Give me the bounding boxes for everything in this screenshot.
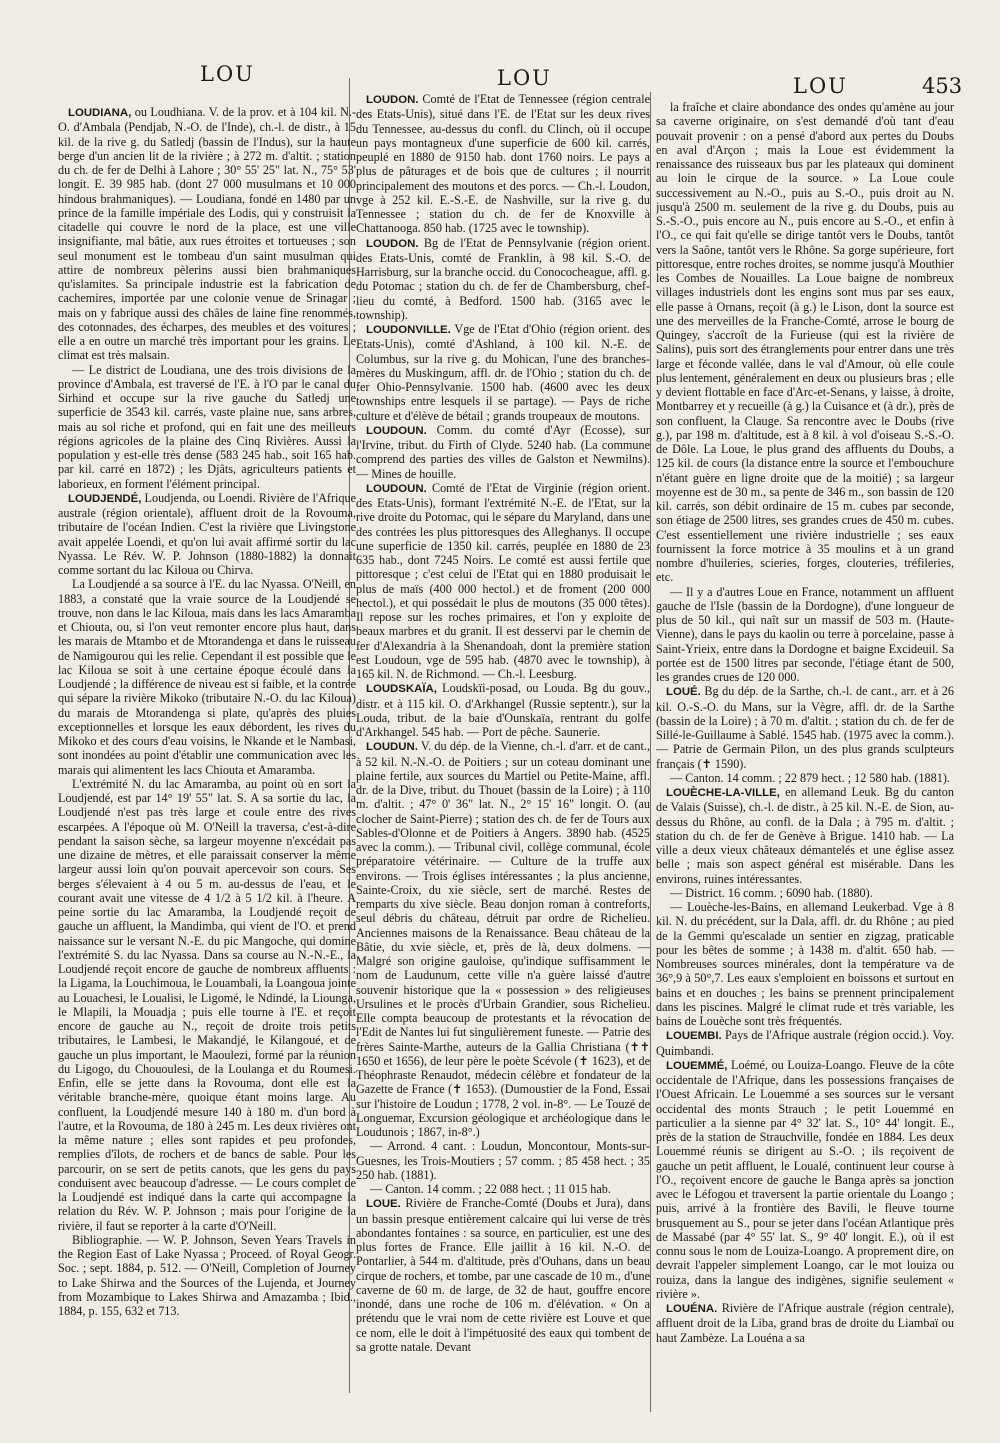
entry-text: — Canton. 14 comm. ; 22 088 hect. ; 11 015 hab. <box>370 1182 611 1196</box>
entry-text: la fraîche et claire abondance des ondes qu'amène au jour sa caverne originaire, on s'est demandé d'où tant d'eau pouvait provenir : on a pensé d'abord aux pertes du Doubs en aval d'Arçon ; mais la Loue est évidemment la renaissance des ruisseaux bus par les plateaux qui dominent au loin le cirque de la source. » La Loue coule successivement au N.-O., puis au S.-O., puis droit au N. jusqu'à 2500 m. seulement de la rive g. du Doubs, puis au S.-S.-O., puis encore au N., puis encore au S.-O., et enfin à l'O., ce qui fait qu'elle se dirige tantôt vers le Doubs, tantôt vers la Saône, tantôt vers le Rhône. Sa gorge supérieure, fort pittoresque, entre roches droites, se nomme jusqu'à Mouthier les Combes de Nouailles. La Loue baigne de nombreux villages industriels dont les engins sont mus par ses eaux, elle passe à Ornans, reçoit (à g.) le Lison, dont la source est une des merveilles de la Franche-Comté, arrose le bourg de Quingey, s'accroît de la Furieuse (qui est la rivière de Salins), puis sort des étranglements pour entrer dans une très large et féconde vallée, dans le val d'Amour, où elle coule plus lentement, généralement en deux ou plusieurs bras ; elle y devient flottable en face d'Arc-et-Senans, y laisse, à droite, Montbarrey et y recueille (à g.) la Cuisance et (à dr.), près de son confluent, la Clauge. Sa rencontre avec le Doubs (rive g.), par 198 m. d'altitude, est à 8 kil. à vol d'oiseau S.-S.-O. de Dôle. La Loue, le plus grand des affluents du Doubs, a 125 kil. de cours (la distance entre la source et l'embouchure n'étant guère en ligne droite que de la moitié) ; sa largeur moyenne est de 30 m., sa pente de 346 m., son bassin de 120 kil. carrés, son débit ordinaire de 15 m. cubes par seconde, son étiage de 2500 litres, ses grandes crues de 450 m. cubes. C'est essentiellement une rivière industrielle ; ses eaux fournissent la force motrice à 35 moulins et à un grand nombre d'huileries, scieries, forges, clouteries, tréfileries, etc. <box>656 100 954 585</box>
entry-headword: LOUDJENDÉ, <box>68 492 142 505</box>
dictionary-entry <box>656 684 954 771</box>
dictionary-entry <box>58 777 356 1233</box>
dictionary-entry <box>656 1058 954 1301</box>
entry-headword: LOUÉNA. <box>666 1303 718 1315</box>
entry-text: — District. 16 comm. ; 6090 hab. (1880). <box>670 885 873 900</box>
header-left: LOU <box>200 62 255 86</box>
entry-text: Bg de l'Etat de Pennsylvanie (région orient. des Etats-Unis, comté de Franklin, à 98 kil. S.-O. de Harrisburg, sur la branche occid. du Conococheague, affl. g. du Potomac ; station du ch. de fer de Chambersburg, chef-lieu du comté, à Bedford. 1500 hab. (3165 avec le township). <box>356 235 650 322</box>
header-center: LOU <box>497 66 552 90</box>
dictionary-entry <box>656 785 954 886</box>
dictionary-entry <box>656 886 954 900</box>
entry-text: Vge de l'Etat d'Ohio (région orient. des Etats-Unis), comté d'Ashland, à 100 kil. N.-E. de Columbus, sur la rive g. du Mohican, l'une des branches-mères du Muskingum, affl. dr. de l'Ohio ; station du ch. de fer Ohio-Pennsylvanie. 1500 hab. (4600 avec les deux townships entre lesquels il se partage). — Pays de riche culture et d'élève de bétail ; grands troupeaux de moutons. <box>356 322 650 423</box>
entry-text: Loudjenda, ou Loendi. Rivière de l'Afrique australe (région orientale), affluent droit de la Rovouma, tributaire de l'océan Indien. C'est la rivière que Livingstone avait appelée Loendi, et qu'on lui avait affirmé sortir du lac Nyassa. Le Rév. W. P. Johnson (1880-1882) la donnait comme sortant du lac Kiloua ou Chirva. <box>58 490 356 577</box>
dictionary-entry <box>356 1182 650 1196</box>
entry-text: Loudskïi-posad, ou Louda. Bg du gouv., distr. et à 115 kil. O. d'Arkhangel (Russie septentr.), sur la Louda, tribut. de la baie d'Ounskaïa, rentrant du golfe d'Arkhangel. 545 hab. — Port de pêche. Saunerie. <box>356 681 650 739</box>
entry-headword: LOUDOUN. <box>366 424 427 437</box>
header-right: LOU <box>793 74 848 98</box>
dictionary-entry <box>58 491 356 578</box>
entry-text: ou Loudhiana. V. de la prov. et à 104 kil. N.-O. d'Ambala (Pendjab, N.-O. de l'Inde), ch.-l. de distr., à 15 kil. de la rive g. du Satledj (bassin de l'Indus), sur la haute berge d'un ancien lit de la rivière ; à 272 m. d'altit. ; station du ch. de fer de Delhi à Lahore ; 30° 55' 25" lat. N., 75° 53' longit. E. 39 985 hab. (dont 27 000 musulmans et 10 000 hindous brahmaniques). — Loudiana, fondé en 1480 par un prince de la famille impériale des Lodis, qui y construisit la citadelle qui couvre le nord de la place, est une ville insignifiante, mal bâtie, aux rues étroites et tortueuses ; son seul monument est le tombeau d'un saint musulman qui attire de nombreux pèlerins aussi bien brahmaniques qu'islamites. Sa principale industrie est la fabrication de cachemires, importée par une colonie venue de Srinagar ; mais on y fabrique aussi des châles de laine fine renommés, des cotonnades, des écharpes, des meubles et des voitures ; elle a en outre un marché très important pour les grains. Le climat est très malsain. <box>58 105 356 363</box>
entry-text: Pays de l'Afrique australe (région occid.). Voy. Quimbandi. <box>656 1028 954 1058</box>
entry-text: Loémé, ou Louiza-Loango. Fleuve de la côte occidentale de l'Afrique, dans les possessions françaises de l'Ouest Africain. Le Louemmé a ses sources sur le versant occidental des monts Strauch ; le petit Louemmé en particulier a la sienne par 4° 32' lat. S., 10° 44' longit. E., près de la station de Strauchville, fondée en 1884. Les deux Louemmé réunis se dirigent au S.-O. ; ils reçoivent de gauche un petit affluent, le Loualé, continuent leur course à l'O., reçoivent encore de gauche le Banga après sa jonction avec le Léfogou et traversent la partie orientale du Loango ; puis, arrivé à la frontière des Bavili, le fleuve tourne brusquement au S., pour se jeter dans l'océan Atlantique près de Massabé (par 4° 55' lat. S., 9° 40' longit. E.), où il est connu sous le nom de Louiza-Loango. A proprement dire, on devrait l'appeler simplement Loango, car le mot louiza ou rouiza, dans la langue des indigènes, signifie seulement « rivière ». <box>656 1057 954 1301</box>
dictionary-entry <box>656 100 954 585</box>
dictionary-entry <box>356 481 650 682</box>
dictionary-entry <box>656 900 954 1028</box>
entry-text: Comté de l'Etat de Virginie (région orient. des Etats-Unis), formant l'extrémité N.-E. de l'Etat, sur la rive droite du Potomac, qui le sépare du Maryland, dans une des contrées les plus pittoresques des Alleghanys. Il occupe une superficie de 1350 kil. carrés, peuplée en 1880 de 23 635 hab., dont 7245 Noirs. Le comté est aussi fertile que pittoresque ; c'est celui de l'Etat qui en 1880 produisait le plus de maïs (400 000 hectol.) et de froment (200 000 hectol.), et qui possédait le plus de moutons (35 000 têtes). Il repose sur les roches primaires, et l'on y exploite de beaux marbres et du granit. Il est desservi par le chemin de fer d'Alexandria à la Shenandoah, dont la première station est Loudoun, vge de 595 hab. (4870 avec le township), à 165 kil. N. de Richmond. — Ch.-l. Leesburg. <box>356 480 650 681</box>
entry-headword: LOUDOUN. <box>366 482 427 495</box>
entry-text: Comm. du comté d'Ayr (Ecosse), sur l'Irvine, tribut. du Firth of Clyde. 5240 hab. (La commune comprend des parties des villes de Galston et Newmilns). — Mines de houille. <box>356 422 650 481</box>
entry-headword: LOUEMMÉ, <box>666 1059 728 1072</box>
entry-text: La Loudjendé a sa source à l'E. du lac Nyassa. O'Neill, en 1883, a constaté que la vraie source de la Loudjendé se trouve, non dans le lac Kiloua, mais dans les lacs Amaramba et Chiouta, ou, si l'on veut remonter encore plus haut, dans les marais de Mtambo et de Mtorandenga et dans le ruisseau de Namigourou qui les relie. Cependant il est possible que le lac Kiloua se soit à une certaine époque écoulé dans la Loudjendé ; la différence de niveau est si faible, et la contrée qui sépare la rivière Mikoko (tributaire N.-O. du lac Kiloua) du marais de Mtorandenga si plate, qu'après des pluies exceptionnelles et lorsque les eaux débordent, les rives du Mikoko et des cours d'eau voisins, le Nkande et le Nambasi, sont inondées au point d'établir une communication avec les marais qui alimentent les lacs Chiouta et Amaramba. <box>58 577 356 777</box>
dictionary-entry <box>656 771 954 785</box>
entry-headword: LOUEMBI. <box>666 1030 722 1043</box>
text-column-2 <box>356 92 650 1412</box>
entry-headword: LOUDSKAÏA, <box>366 683 437 696</box>
column-divider <box>650 92 651 1412</box>
text-column-3 <box>656 100 954 1420</box>
entry-headword: LOUDIANA, <box>68 107 132 119</box>
entry-text: Comté de l'Etat de Tennessee (région centrale des Etats-Unis), situé dans l'E. de l'Etat sur les deux rives du Tennessee, au-dessus du confl. du Clinch, où il occupe un pays montagneux d'une superficie de 600 kil. carrés, peuplé en 1880 de 9150 hab. dont 1760 noirs. Le pays a plus de pâturages et de bois que de cultures ; il nourrit principalement des moutons et des porcs. — Ch.-l. Loudon, vge à 252 kil. E.-S.-E. de Nashville, sur la rive g. du Tennessee ; station du ch. de fer de Knoxville à Chattanooga. 850 hab. (1725 avec le township). <box>356 92 650 236</box>
entry-headword: LOUDUN. <box>366 741 418 754</box>
entry-headword: LOUÈCHE-LA-VILLE, <box>666 787 780 799</box>
dictionary-entry <box>656 585 954 685</box>
entry-text: — Arrond. 4 cant. : Loudun, Moncontour, Monts-sur-Guesnes, les Trois-Moutiers ; 57 comm. ; 85 458 hect. ; 35 250 hab. (1881). <box>356 1139 650 1182</box>
dictionary-entry <box>58 577 356 777</box>
entry-headword: LOUDON. <box>366 237 419 250</box>
text-column-1 <box>58 105 356 1425</box>
entry-text: V. du dép. de la Vienne, ch.-l. d'arr. et de cant., à 52 kil. N.-N.-O. de Poitiers ; sur un coteau dominant une plaine fertile, aux sources du Martiel ou Petite-Maine, affl. dr. de la Dive, tribut. du Thouet (bassin de la Loire) ; à 110 m. d'altit. ; 47° 0' 36" lat. N., 2° 15' 16" longit. O. (au clocher de Saint-Pierre) ; station des ch. de fer de Tours aux Sables-d'Olonne et de Poitiers à Angers. 3890 hab. (4525 avec la comm.). — Tribunal civil, collège communal, école préparatoire vétérinaire. — Culture de la truffe aux environs. — Trois églises intéressantes ; la plus ancienne, Sainte-Croix, du xie siècle, sert de marché. Restes de remparts du xive siècle. Beau donjon roman à contreforts, seul débris du château, détruit par ordre de Richelieu. Anciennes maisons de la Renaissance. Beau château de la Bâtie, du xvie siècle, et, près de là, deux dolmens. — Malgré son origine gauloise, qu'indique suffisamment le nom de Laudunum, cette ville n'a guère laissé d'autre souvenir historique que la « possession » des religieuses Ursulines et le procès d'Urbain Grandier, sous Richelieu. Elle compta beaucoup de protestants et la révocation de l'Edit de Nantes lui fut singulièrement funeste. — Patrie des frères Sainte-Marthe, auteurs de la Gallia Christiana (✝✝ 1650 et 1656), de leur père le poète Scévole (✝ 1623), et de Théophraste Renaudot, médecin célèbre et fondateur de la Gazette de France (✝ 1653). (Dumoustier de la Fond, Essai sur l'histoire de Loudun ; 1778, 2 vol. in-8°. — Le Touzé de Longuemar, Excursion géologique et archéologique dans le Loudunois ; 1867, in-8°.) <box>356 739 650 1139</box>
dictionary-entry <box>356 423 650 481</box>
entry-text: Bibliographie. — W. P. Johnson, Seven Years Travels in the Region East of Lake Nyassa ; Proceed. of Royal Geogr. Soc. ; sept. 1884, p. 512. — O'Neill, Completion of Journey to Lake Shirwa and the Sources of the Lujenda, et Journey from Mozambique to Lakes Shirwa and Amazamba ; Ibid., 1884, p. 155, 632 et 713. <box>58 1232 356 1318</box>
entry-text: Rivière de Franche-Comté (Doubs et Jura), dans un bassin presque entièrement calcaire qui lui verse de très abondantes fontaines : sa source, en particulier, est une des plus fortes de France. Elle jaillit à 16 kil. N.-O. de Pontarlier, à 544 m. d'altitude, près d'Ouhans, dans un beau cirque de rochers, et tombe, par une cascade de 10 m., d'une caverne de 60 m. de large, de 32 de haut, gouffre encore inondé, dans une roche de 106 m. d'élévation. « On a prétendu que le vrai nom de cette rivière est Louve et que ce nom, elle le doit à l'impétuosité des eaux qui tombent de sa grotte natale. Devant <box>356 1196 650 1354</box>
dictionary-entry <box>58 1233 356 1319</box>
entry-headword: LOUDON. <box>366 94 419 106</box>
dictionary-entry <box>356 1139 650 1182</box>
dictionary-entry <box>356 92 650 236</box>
entry-text: — Canton. 14 comm. ; 22 879 hect. ; 12 580 hab. (1881). <box>670 770 950 785</box>
dictionary-entry <box>656 1028 954 1058</box>
dictionary-entry <box>58 363 356 491</box>
entry-text: Bg du dép. de la Sarthe, ch.-l. de cant., arr. et à 26 kil. O.-S.-O. du Mans, sur la Vègre, affl. dr. de la Sarthe (bassin de la Loire) ; à 70 m. d'altit. ; station du ch. de fer de Sillé-le-Guillaume à Sablé. 1545 hab. (1975 avec la comm.). — Patrie de Germain Pilon, un des plus grands sculpteurs français (✝ 1590). <box>656 684 954 771</box>
entry-text: Rivière de l'Afrique australe (région centrale), affluent droit de la Liba, grand bras de droite du Liambaï ou haut Zambèze. La Louéna a sa <box>656 1301 954 1345</box>
entry-text: — Il y a d'autres Loue en France, notamment un affluent gauche de l'Isle (bassin de la Dordogne), d'une longueur de plus de 50 kil., qui naît sur un massif de 503 m. (Haute-Vienne), dans le pays du kaolin ou terre à porcelaine, passe à Saint-Yrieix, entre dans la Dordogne et baigne Excideuil. Sa portée est de 1500 litres par seconde, l'étiage étant de 500, les grandes crues de 120 000. <box>656 584 954 684</box>
dictionary-entry <box>356 681 650 739</box>
dictionary-entry <box>656 1301 954 1345</box>
entry-headword: LOUDONVILLE. <box>366 324 451 336</box>
dictionary-entry <box>356 739 650 1139</box>
dictionary-entry <box>356 322 650 423</box>
entry-text: en allemand Leuk. Bg du canton de Valais (Suisse), ch.-l. de distr., à 25 kil. N.-E. de Sion, au-dessus du Rhône, au confl. de la Dala ; à 795 m. d'altit. ; station du ch. de fer de Genève à Brigue. 1410 hab. — La ville a deux vieux châteaux démantelés et une église assez belle ; mais son aspect général est misérable. Dans les environs, ruines intéressantes. <box>656 785 954 886</box>
dictionary-entry <box>58 105 356 363</box>
entry-text: — Louèche-les-Bains, en allemand Leukerbad. Vge à 8 kil. N. du précédent, sur la Dala, affl. dr. du Rhône ; au pied de la Gemmi qu'escalade un sentier en zigzag, praticable pour les bêtes de somme ; à 1438 m. d'altit. 650 hab. — Nombreuses sources minérales, dont la température va de 36°,9 à 50°,7. Les eaux s'emploient en boissons et surtout en bains et en douches ; les bains se prennent principalement dans les piscines. Malgré le climat rude et très variable, les bains de Louèche sont très fréquentés. <box>656 900 954 1028</box>
entry-text: L'extrémité N. du lac Amaramba, au point où en sort la Loudjendé, est par 14° 19' 55" lat. S. A sa sortie du lac, la Loudjendé n'est pas très large et coule entre des rives escarpées. A l'époque où M. O'Neill la traversa, c'est-à-dire pendant la saison sèche, sa largeur moyenne n'excédait pas une dizaine de mètres, et elle paraissait conserver la même largeur aussi loin qu'on pouvait apercevoir son cours. Ses berges s'élevaient à 4 ou 5 m. au-dessus de l'eau, et le courant avait une vitesse de 4 1/2 à 5 1/2 kil. à l'heure. A peine sortie du lac Amaramba, la Loudjendé reçoit de gauche un affluent, la Mandimba, qui vient de l'O. et prend naissance sur le versant N.-E. du pic Mangoche, qui domine l'extrémité S. du lac Nyassa. Dans sa course au N.-N.-E., la Loudjendé reçoit encore de gauche de nombreux affluents : la Ligama, la Louchimoua, le Louambali, la Loangoua jointe au Louachesi, le Loualisi, le Ligomé, le Ndindé, la Liounga, le Mlapili, la Mouadja ; puis elle tourne à l'E. et reçoit encore de gauche au N., reçoit de droite trois petits tributaires, le Lambesi, le Makandjé, le Kilangoué, et de gauche un plus important, le Maoulezi, formé par la réunion du Ligogo, du Chououlesi, de la Loulanga et du Roumesi. Enfin, elle se jette dans la Rovouma, dont elle est la véritable branche-mère, quoique étant moins large. Au confluent, la Loudjendé mesure 140 à 180 m. d'un bord à l'autre, et la Rovouma, de 180 à 245 m. Les deux rivières ont la même nature ; elles sont rapides et peu profondes, remplies d'îlots, de rochers et de bancs de sable. Pour les parcourir, on se sert de petits canots, que les gens du pays conduisent avec beaucoup d'adresse. — Le cours complet de la Loudjendé est indiqué dans la carte qui accompagne la relation du Rév. W. P. Johnson ; mais pour l'origine de la rivière, il faut se reporter à la carte d'O'Neill. <box>58 776 356 1233</box>
entry-headword: LOUE. <box>366 1198 401 1211</box>
dictionary-entry <box>356 1196 650 1354</box>
entry-text: — Le district de Loudiana, une des trois divisions de la province d'Ambala, est traversé de l'E. à l'O par le canal du Sirhind et occupe sur la rive gauche du Satledj une superficie de 3543 kil. carrés, vaste plaine nue, sans arbres, mais au sol riche et profond, qui en fait une des meilleurs régions agricoles de la plaine des Cinq Rivières. Aussi la population y est-elle très dense (583 245 hab., soit 165 hab. par kil. carré en 1872) ; les Djâts, agriculteurs patients et laborieux, en forment l'élément principal. <box>58 362 356 491</box>
dictionary-entry <box>356 236 650 323</box>
entry-headword: LOUÉ. <box>666 686 701 699</box>
page-number: 453 <box>922 74 963 98</box>
